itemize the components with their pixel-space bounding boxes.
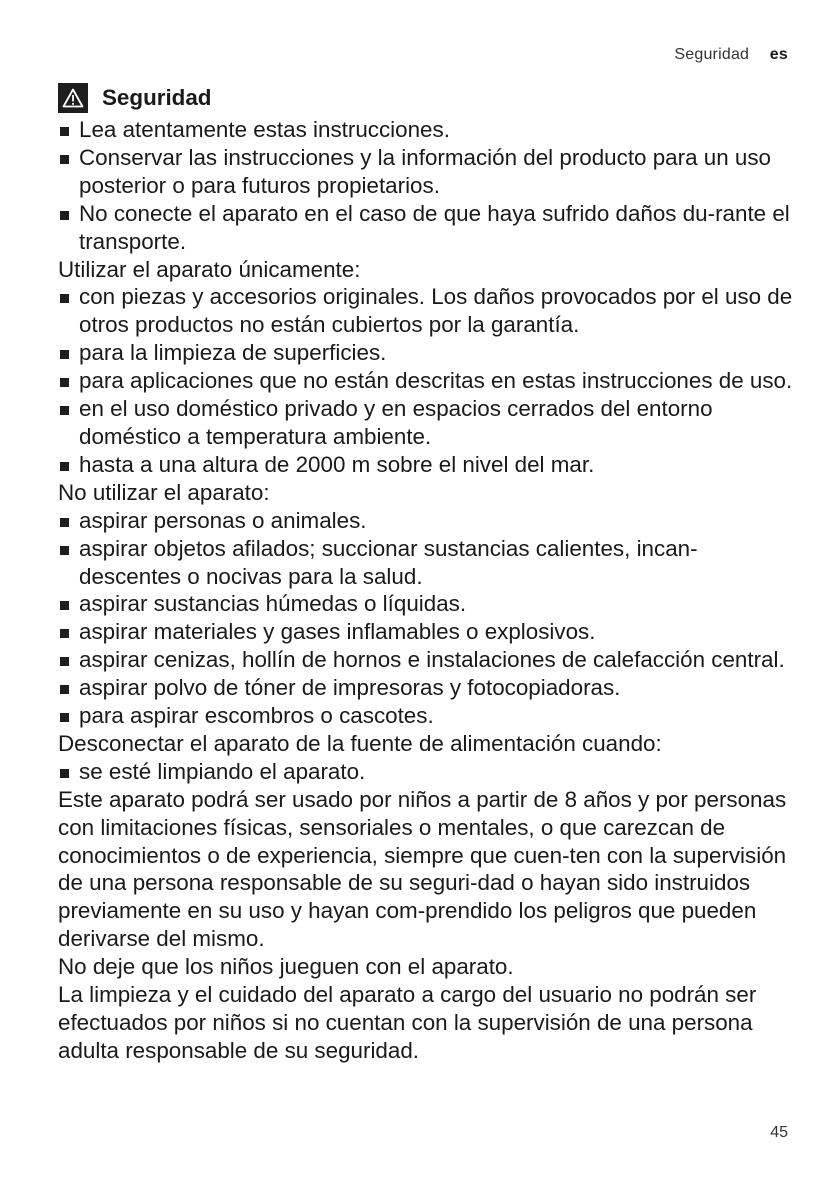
list-item: para aplicaciones que no están descritas en estas instrucciones de uso. [58, 367, 798, 395]
warning-triangle-icon [58, 83, 88, 113]
list-item: aspirar personas o animales. [58, 507, 798, 535]
nouse-list [58, 507, 798, 730]
list-item: para aspirar escombros o cascotes. [58, 702, 798, 730]
disconnect-heading: Desconectar el aparato de la fuente de alimentación cuando: [58, 730, 662, 756]
children-paragraph: Este aparato podrá ser usado por niños a partir de 8 años y por personas con limitaciones físicas, sensoriales o mentales, o que carezcan de conocimientos o de experiencia, siempre que cuen-ten con la supervisión de una persona responsable de su seguri-dad o hayan sido instruidos previamente en su uso y hayan com-prendido los peligros que pueden derivarse del mismo. [58, 786, 787, 952]
list-item: hasta a una altura de 2000 m sobre el nivel del mar. [58, 451, 798, 479]
nouse-heading: No utilizar el aparato: [58, 479, 270, 505]
header-section: Seguridad [674, 46, 750, 63]
section-heading [58, 83, 798, 113]
list-item: en el uso doméstico privado y en espacios cerrados del entorno doméstico a temperatura ambiente. [58, 395, 798, 451]
use-heading: Utilizar el aparato únicamente: [58, 256, 361, 282]
header-lang: es [769, 46, 788, 63]
list-item: aspirar polvo de tóner de impresoras y fotocopiadoras. [58, 674, 798, 702]
list-item: se esté limpiando el aparato. [58, 758, 798, 786]
list-item: aspirar cenizas, hollín de hornos e instalaciones de calefacción central. [58, 646, 798, 674]
document-body [58, 83, 798, 1065]
list-item: aspirar objetos afilados; succionar sustancias calientes, incan-descentes o nocivas para la salud. [58, 535, 798, 591]
list-item: aspirar sustancias húmedas o líquidas. [58, 590, 798, 618]
page-title: Seguridad [102, 85, 212, 111]
page-header [674, 46, 788, 64]
children-play-paragraph: No deje que los niños jueguen con el aparato. [58, 954, 514, 980]
use-list [58, 283, 798, 478]
cleaning-paragraph: La limpieza y el cuidado del aparato a cargo del usuario no podrán ser efectuados por niños si no cuentan con la supervisión de una persona adulta responsable de su seguridad. [58, 982, 757, 1063]
intro-list [58, 116, 798, 256]
list-item: aspirar materiales y gases inflamables o explosivos. [58, 618, 798, 646]
disconnect-list [58, 758, 798, 786]
list-item: con piezas y accesorios originales. Los daños provocados por el uso de otros productos no están cubiertos por la garantía. [58, 283, 798, 339]
page-number: 45 [770, 1124, 788, 1141]
list-item: Lea atentamente estas instrucciones. [58, 116, 798, 144]
list-item: No conecte el aparato en el caso de que haya sufrido daños du-rante el transporte. [58, 200, 798, 256]
list-item: Conservar las instrucciones y la información del producto para un uso posterior o para futuros propietarios. [58, 144, 798, 200]
list-item: para la limpieza de superficies. [58, 339, 798, 367]
